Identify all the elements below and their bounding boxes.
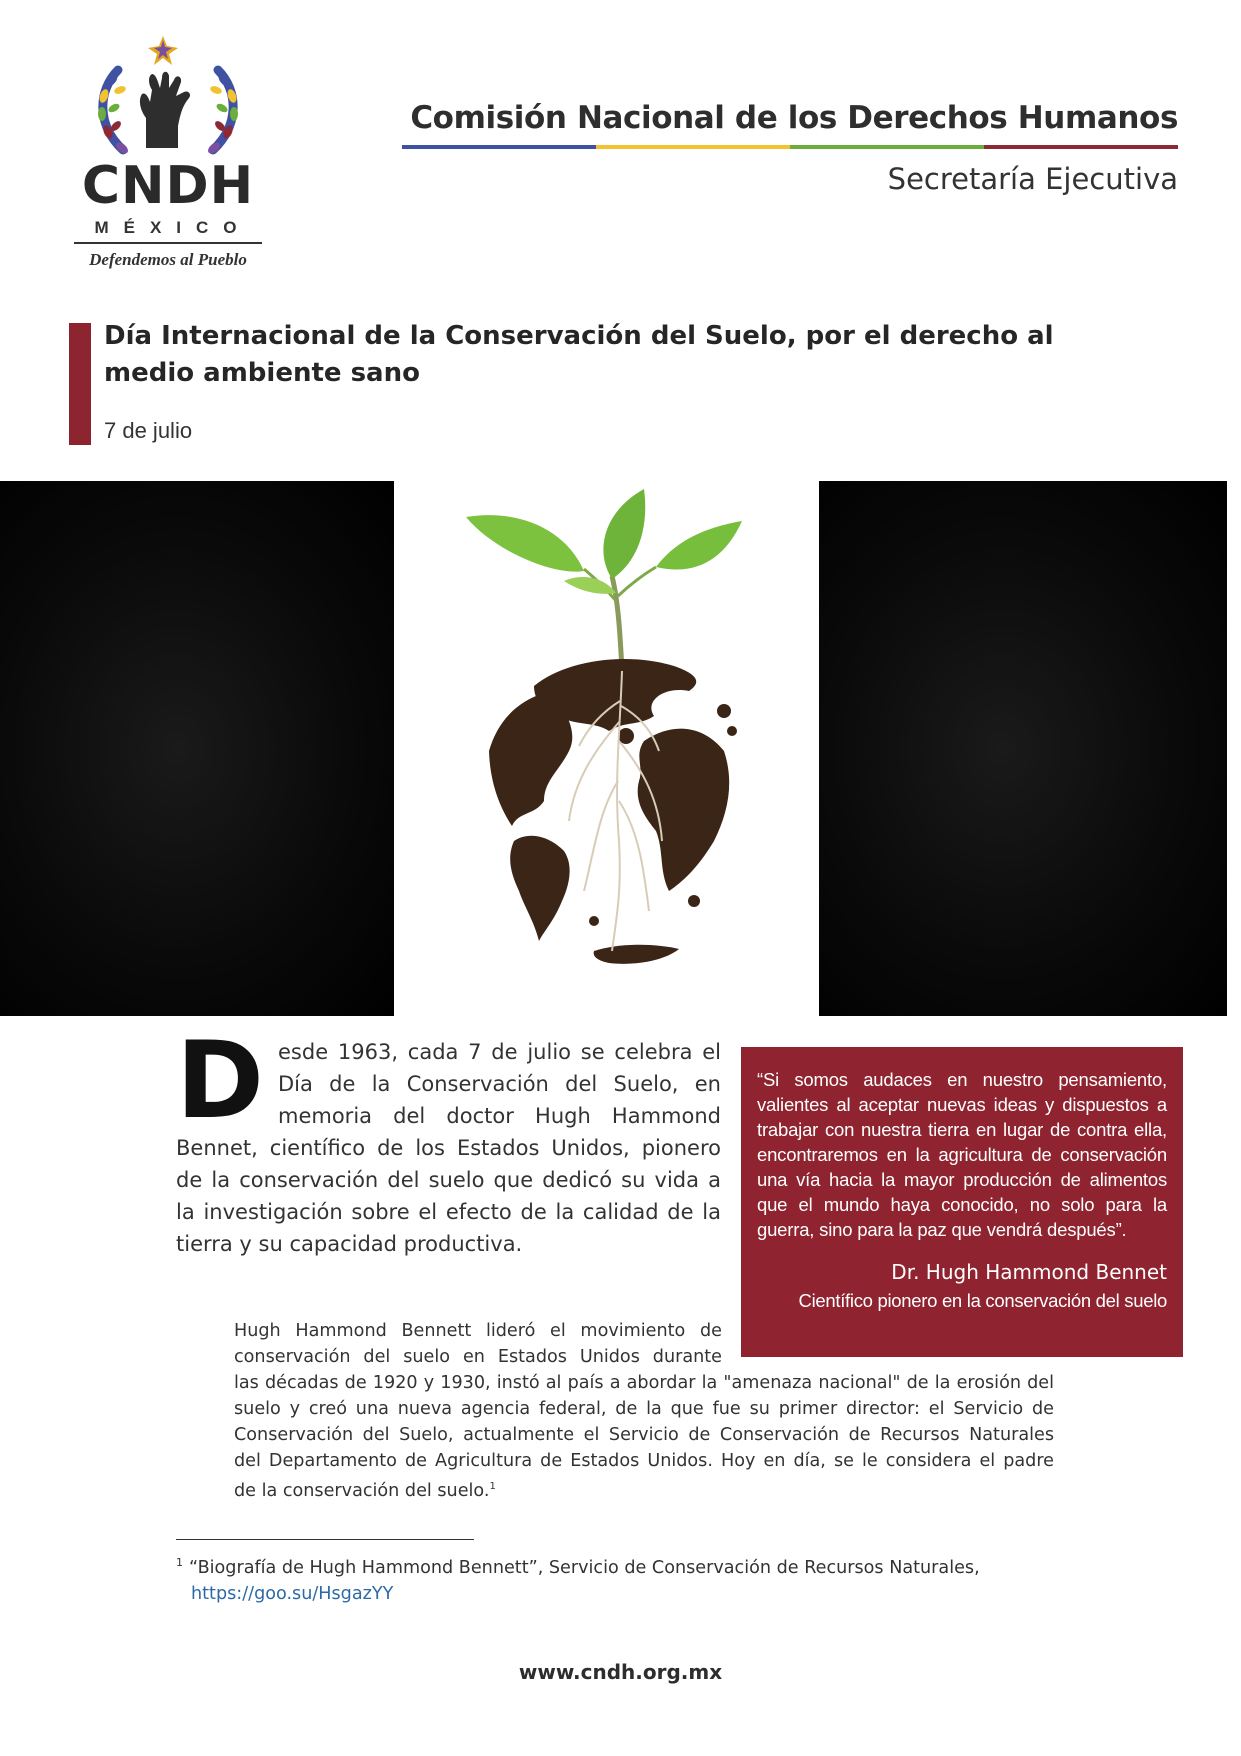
- footnote-reference[interactable]: 1: [489, 1481, 496, 1492]
- intro-line: Bennet, científico de los Estados Unidos, pionero: [176, 1136, 721, 1160]
- footnote-text: “Biografía de Hugh Hammond Bennett”, Servicio de Conservación de Recursos Naturales,: [189, 1557, 980, 1578]
- paragraph-line: Hugh Hammond Bennett lideró el movimiento de: [234, 1321, 722, 1341]
- footnote-divider: [176, 1539, 474, 1540]
- logo-divider: [74, 242, 262, 244]
- dropcap-letter: D: [176, 1019, 264, 1142]
- quote-author: Dr. Hugh Hammond Bennet: [891, 1260, 1167, 1284]
- document-date: 7 de julio: [104, 418, 193, 443]
- organization-subtitle: Secretaría Ejecutiva: [887, 162, 1178, 196]
- header-color-bar: [402, 145, 1178, 149]
- page-title: Día Internacional de la Conservación del Suelo, por el derecho al medio ambiente sano: [104, 321, 1054, 388]
- color-bar-segment-blue: [402, 145, 596, 149]
- paragraph-line: Conservación del Suelo, actualmente el Servicio de Conservación de Recursos Naturales: [234, 1425, 1054, 1445]
- intro-line: memoria del doctor Hugh Hammond: [278, 1104, 721, 1128]
- hero-dark-panel-right: [819, 481, 1227, 1016]
- organization-name: Comisión Nacional de los Derechos Humanos: [410, 100, 1178, 136]
- paragraph-line: suelo y creó una nueva agencia federal, de la que fue su primer director: el Servicio de: [234, 1399, 1054, 1419]
- hero-dark-panel-left: [0, 481, 394, 1016]
- intro-line: esde 1963, cada 7 de julio se celebra el: [278, 1040, 721, 1064]
- color-bar-segment-maroon: [984, 145, 1178, 149]
- logo-country: MÉXICO: [94, 218, 252, 237]
- footnote-number: 1: [176, 1556, 183, 1569]
- footnote-link[interactable]: https://goo.su/HsgazYY: [191, 1583, 394, 1604]
- cndh-logo: [68, 30, 268, 280]
- quote-text: “Si somos audaces en nuestro pensamiento, valientes al aceptar nuevas ideas y dispuestos a trabajar con nuestra tierra en lugar de contra ella, encontraremos en la agricultura de conservación una vía hacia la mayor producción de alimentos que el mundo haya conocido, no solo para la guerra, sino para la paz que vendrá después”.: [757, 1069, 1167, 1240]
- hero-image: [0, 481, 1227, 1016]
- footer-website[interactable]: www.cndh.org.mx: [518, 1660, 723, 1684]
- paragraph-line: del Departamento de Agricultura de Estados Unidos. Hoy en día, se le considera el padre: [234, 1451, 1054, 1471]
- title-accent-bar: [69, 323, 91, 445]
- color-bar-segment-yellow: [596, 145, 790, 149]
- logo-emblem-icon: [68, 30, 268, 160]
- footnote: [176, 1550, 1056, 1607]
- intro-line: Día de la Conservación del Suelo, en: [278, 1072, 721, 1096]
- body-paragraph: [234, 1318, 1054, 1504]
- pull-quote: [741, 1047, 1183, 1357]
- logo-acronym: CNDH: [81, 156, 255, 216]
- color-bar-segment-green: [790, 145, 984, 149]
- plant-sprouting-from-soil-globe-icon: [394, 481, 819, 1016]
- paragraph-line: conservación del suelo en Estados Unidos durante: [234, 1347, 722, 1367]
- intro-line: tierra y su capacidad productiva.: [176, 1232, 523, 1256]
- paragraph-line: las décadas de 1920 y 1930, instó al país a abordar la "amenaza nacional" de la erosión del: [234, 1373, 1054, 1393]
- intro-line: la investigación sobre el efecto de la calidad de la: [176, 1200, 721, 1224]
- quote-author-role: Científico pionero en la conservación del suelo: [798, 1290, 1167, 1311]
- logo-motto: Defendemos al Pueblo: [89, 250, 247, 269]
- intro-line: de la conservación del suelo que dedicó su vida a: [176, 1168, 721, 1192]
- paragraph-line: de la conservación del suelo.: [234, 1480, 490, 1501]
